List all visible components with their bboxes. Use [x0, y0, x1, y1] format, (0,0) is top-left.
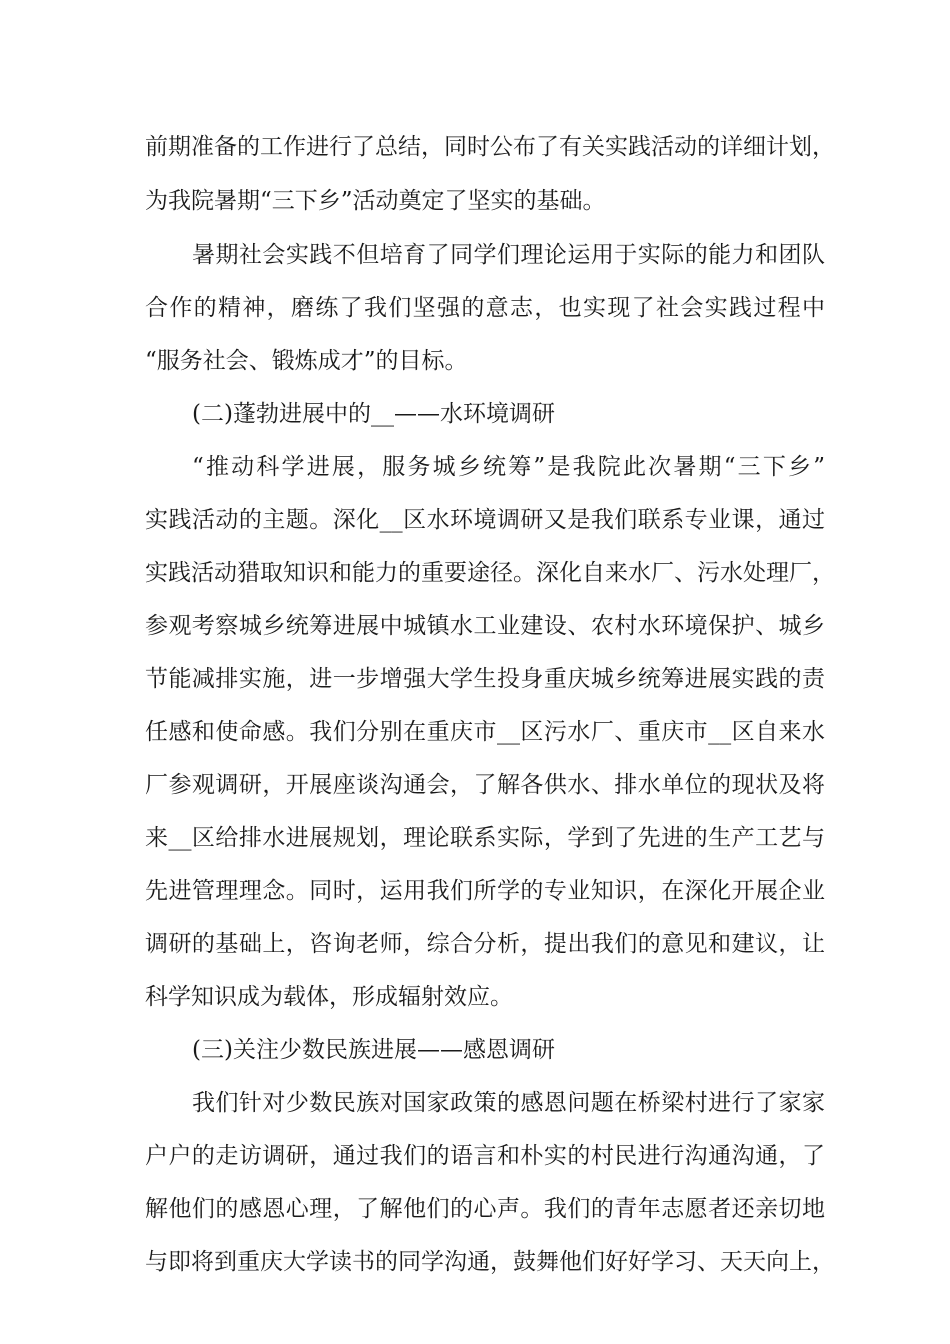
text-line: 解他们的感恩心理，了解他们的心声。我们的青年志愿者还亲切地	[145, 1196, 825, 1222]
text-line: 与即将到重庆大学读书的同学沟通，鼓舞他们好好学习、天天向上，	[145, 1249, 835, 1275]
text-line: 厂参观调研，开展座谈沟通会，了解各供水、排水单位的现状及将	[145, 772, 825, 798]
text-line: 先进管理理念。同时，运用我们所学的专业知识，在深化开展企业	[145, 878, 825, 904]
text-line: 任感和使命感。我们分别在重庆市__区污水厂、重庆市__区自来水	[145, 719, 825, 745]
text-line: 为我院暑期“三下乡”活动奠定了坚实的基础。	[145, 188, 606, 214]
text-line: 实践活动猎取知识和能力的重要途径。深化自来水厂、污水处理厂，	[145, 560, 835, 586]
text-line: 户户的走访调研，通过我们的语言和朴实的村民进行沟通沟通，了	[145, 1143, 825, 1169]
text-line: 科学知识成为载体，形成辐射效应。	[145, 984, 513, 1010]
paragraph-first-line: 我们针对少数民族对国家政策的感恩问题在桥梁村进行了家家	[192, 1090, 825, 1116]
text-line: “服务社会、锻炼成才”的目标。	[145, 348, 468, 374]
text-line: 实践活动的主题。深化__区水环境调研又是我们联系专业课，通过	[145, 507, 825, 533]
text-line: 调研的基础上，咨询老师，综合分析，提出我们的意见和建议，让	[145, 931, 825, 957]
paragraph-first-line: “推动科学进展，服务城乡统筹”是我院此次暑期“三下乡”	[192, 454, 825, 480]
text-line: 节能减排实施，进一步增强大学生投身重庆城乡统筹进展实践的责	[145, 666, 825, 692]
text-line: 合作的精神，磨练了我们坚强的意志，也实现了社会实践过程中	[145, 295, 825, 321]
section-heading: (三)关注少数民族进展——感恩调研	[192, 1037, 555, 1063]
text-line: 参观考察城乡统筹进展中城镇水工业建设、农村水环境保护、城乡	[145, 613, 825, 639]
text-line: 前期准备的工作进行了总结，同时公布了有关实践活动的详细计划，	[145, 134, 835, 160]
text-line: 来__区给排水进展规划，理论联系实际，学到了先进的生产工艺与	[145, 825, 825, 851]
paragraph-first-line: 暑期社会实践不但培育了同学们理论运用于实际的能力和团队	[192, 242, 825, 268]
section-heading: (二)蓬勃进展中的__——水环境调研	[192, 401, 555, 427]
